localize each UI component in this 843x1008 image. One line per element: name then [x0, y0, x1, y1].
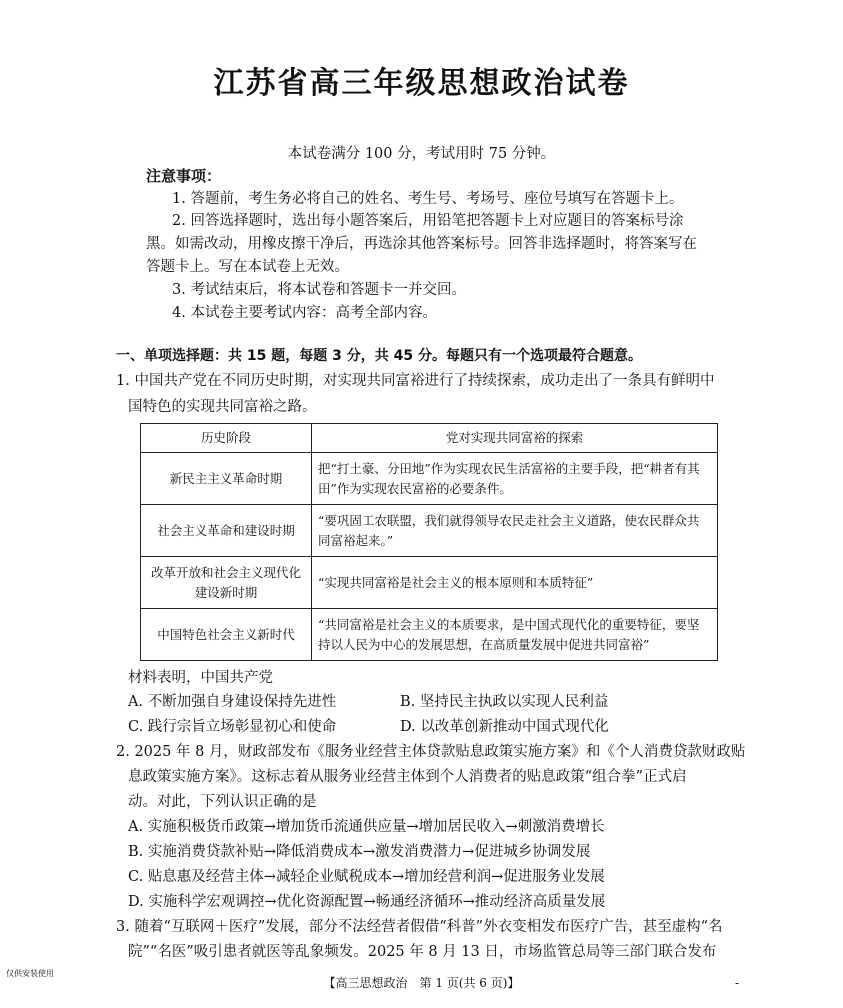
- table-cell: “共同富裕是社会主义的本质要求，是中国式现代化的重要特征，要坚持以人民为中心的发展思想，在高质量发展中促进共同富裕”: [312, 609, 718, 661]
- table-row: [141, 609, 718, 661]
- page-footer: 【高三思想政治 第 1 页(共 6 页)】: [323, 976, 520, 990]
- side-note: 仅供安装使用: [6, 969, 54, 978]
- history-table: [140, 423, 718, 661]
- exam-info: 本试卷满分 100 分，考试用时 75 分钟。: [287, 146, 556, 162]
- question-stem: 息政策实施方案》。这标志着从服务业经营主体到个人消费者的贴息政策“组合拳”正式启: [128, 769, 687, 785]
- option-c: C. 贴息惠及经营主体→减轻企业赋税成本→增加经营利润→促进服务业发展: [128, 869, 605, 885]
- notice-heading: 注意事项：: [146, 167, 222, 185]
- table-cell: 把“打土豪、分田地”作为实现农民生活富裕的主要手段，把“耕者有其田”作为实现农民富裕的必要条件。: [312, 453, 718, 505]
- table-row: [141, 453, 718, 505]
- table-row: [141, 557, 718, 609]
- notice-line: 1. 答题前，考生务必将自己的姓名、考生号、考场号、座位号填写在答题卡上。: [172, 191, 684, 207]
- table-cell: 社会主义革命和建设时期: [141, 505, 312, 557]
- table-header: 历史阶段: [141, 424, 312, 453]
- question-stem: 1. 中国共产党在不同历史时期，对实现共同富裕进行了持续探索，成功走出了一条具有鲜明中: [116, 373, 715, 389]
- question-stem: 国特色的实现共同富裕之路。: [128, 399, 317, 415]
- table-header-row: [141, 424, 718, 453]
- option-b: B. 坚持民主执政以实现人民利益: [400, 694, 609, 710]
- question-lead: 材料表明，中国共产党: [128, 670, 273, 686]
- notice-line: 答题卡上。写在本试卷上无效。: [146, 259, 349, 275]
- option-d: D. 以改革创新推动中国式现代化: [400, 719, 609, 735]
- option-b: B. 实施消费贷款补贴→降低消费成本→激发消费潜力→促进城乡协调发展: [128, 844, 591, 860]
- option-a: A. 实施积极货币政策→增加货币流通供应量→增加居民收入→刺激消费增长: [128, 819, 605, 835]
- footer-mark: -: [735, 976, 740, 990]
- table-cell: 改革开放和社会主义现代化建设新时期: [141, 557, 312, 609]
- option-a: A. 不断加强自身建设保持先进性: [128, 694, 337, 710]
- notice-line: 4. 本试卷主要考试内容：高考全部内容。: [172, 305, 437, 321]
- table-cell: “要巩固工农联盟，我们就得领导农民走社会主义道路，使农民群众共同富裕起来。”: [312, 505, 718, 557]
- question-stem: 3. 随着“互联网＋医疗”发展，部分不法经营者假借“科普”外衣变相发布医疗广告，甚至虚构“名: [116, 919, 723, 935]
- table-row: [141, 505, 718, 557]
- table-cell: “实现共同富裕是社会主义的根本原则和本质特征”: [312, 557, 718, 609]
- table-cell: 新民主主义革命时期: [141, 453, 312, 505]
- notice-line: 黑。如需改动，用橡皮擦干净后，再选涂其他答案标号。回答非选择题时，将答案写在: [146, 236, 697, 252]
- notice-line: 2. 回答选择题时，选出每小题答案后，用铅笔把答题卡上对应题目的答案标号涂: [172, 213, 684, 229]
- question-stem: 2. 2025 年 8 月，财政部发布《服务业经营主体贷款贴息政策实施方案》和《个人消费贷款财政贴: [116, 744, 746, 760]
- question-stem: 动。对此，下列认识正确的是: [128, 794, 317, 810]
- option-d: D. 实施科学宏观调控→优化资源配置→畅通经济循环→推动经济高质量发展: [128, 894, 606, 910]
- page-title: 江苏省高三年级思想政治试卷: [213, 66, 630, 101]
- notice-line: 3. 考试结束后，将本试卷和答题卡一并交回。: [172, 282, 466, 298]
- table-header: 党对实现共同富裕的探索: [312, 424, 718, 453]
- section-heading: 一、单项选择题：共 15 题，每题 3 分，共 45 分。每题只有一个选项最符合题意。: [116, 348, 642, 364]
- option-c: C. 践行宗旨立场彰显初心和使命: [128, 719, 337, 735]
- question-stem: 院”“名医”吸引患者就医等乱象频发。2025 年 8 月 13 日，市场监管总局等三部门联合发布: [128, 944, 717, 960]
- table-cell: 中国特色社会主义新时代: [141, 609, 312, 661]
